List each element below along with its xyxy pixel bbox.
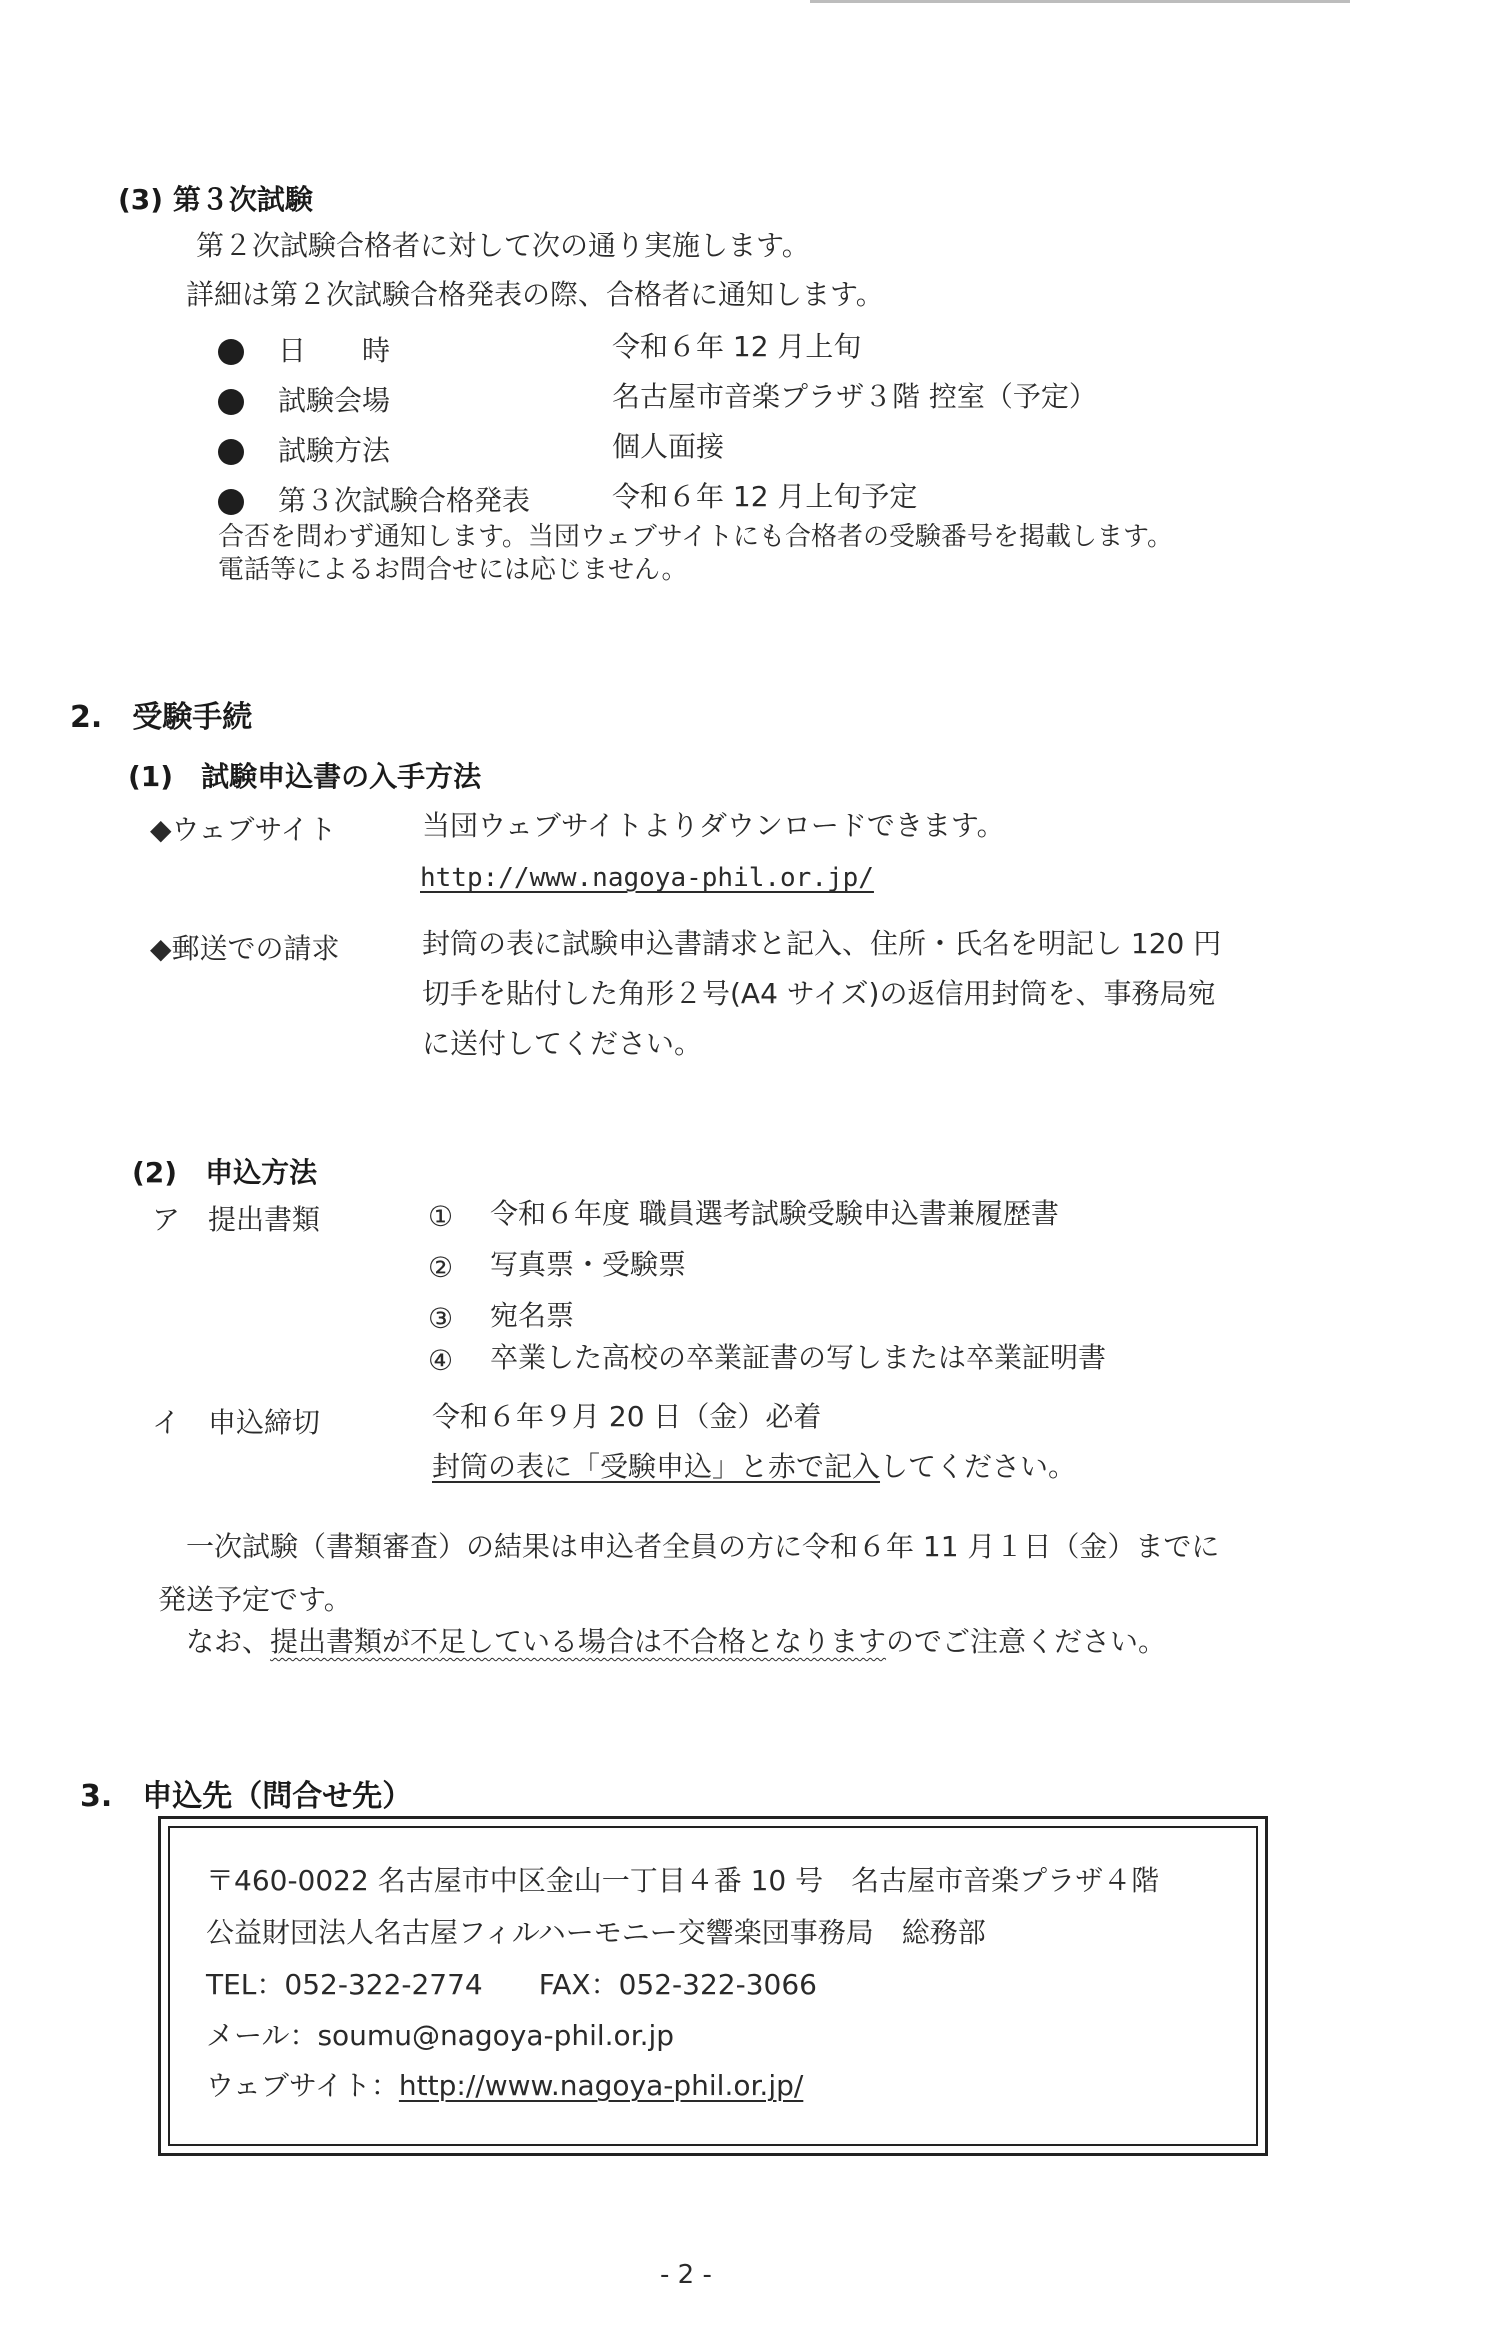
- warning-suffix: のでご注意ください。: [886, 1625, 1167, 1658]
- website-url-link[interactable]: http://www.nagoya-phil.or.jp/: [420, 863, 874, 893]
- row-value-method: 個人面接: [612, 430, 725, 463]
- row-label-venue: 試験会場: [278, 384, 391, 417]
- warning-line: [186, 1625, 1167, 1658]
- result-line-2: 発送予定です。: [158, 1583, 352, 1616]
- note-line-2: 電話等によるお問合せには応じません。: [218, 555, 688, 585]
- website-label: ◆ウェブサイト: [150, 813, 337, 846]
- doc-text-3: 宛名票: [490, 1299, 575, 1332]
- warning-prefix: なお、: [186, 1625, 271, 1658]
- note-line-1: 合否を問わず通知します。当団ウェブサイトにも合格者の受験番号を掲載します。: [218, 522, 1173, 552]
- bullet-icon: [218, 389, 244, 415]
- mail-request-line-2: 切手を貼付した角形２号(A4 サイズ)の返信用封筒を、事務局宛: [422, 977, 1216, 1010]
- row-value-date: 令和６年 12 月上旬: [612, 330, 862, 363]
- bullet-icon: [218, 439, 244, 465]
- row-label-date: 日 時: [278, 334, 391, 367]
- contact-web-row: [206, 2069, 804, 2102]
- subsection-1-heading: (1) 試験申込書の入手方法: [128, 760, 482, 793]
- doc-text-2: 写真票・受験票: [490, 1248, 687, 1281]
- contact-phone-fax: TEL：052-322-2774 FAX：052-322-3066: [206, 1968, 817, 2001]
- deadline-note: [432, 1450, 1077, 1483]
- intro-line-1: 第２次試験合格者に対して次の通り実施します。: [196, 229, 810, 262]
- row-label-method: 試験方法: [278, 434, 391, 467]
- row-label-announce: 第３次試験合格発表: [278, 484, 531, 517]
- documents-label: ア 提出書類: [152, 1203, 321, 1236]
- result-line-1: 一次試験（書類審査）の結果は申込者全員の方に令和６年 11 月１日（金）までに: [186, 1530, 1220, 1563]
- bullet-icon: [218, 339, 244, 365]
- contact-email-row: [206, 2019, 675, 2052]
- deadline-label: イ 申込締切: [152, 1406, 321, 1439]
- mail-request-label: ◆郵送での請求: [150, 932, 340, 965]
- contact-web-link[interactable]: http://www.nagoya-phil.or.jp/: [398, 2069, 804, 2102]
- doc-num-3: ③: [428, 1302, 454, 1335]
- mail-request-line-1: 封筒の表に試験申込書請求と記入、住所・氏名を明記し 120 円: [422, 927, 1222, 960]
- contact-email-label: メール：: [206, 2019, 318, 2052]
- row-value-venue: 名古屋市音楽プラザ３階 控室（予定）: [612, 380, 1097, 413]
- bullet-icon: [218, 489, 244, 515]
- section-2-heading: 2. 受験手続: [70, 700, 253, 735]
- contact-organization: 公益財団法人名古屋フィルハーモニー交響楽団事務局 総務部: [206, 1916, 986, 1949]
- warning-emphasis: 提出書類が不足している場合は不合格となります: [270, 1625, 887, 1658]
- doc-num-4: ④: [428, 1344, 454, 1377]
- contact-address: 〒460-0022 名古屋市中区金山一丁目４番 10 号 名古屋市音楽プラザ４階: [206, 1864, 1160, 1897]
- doc-text-4: 卒業した高校の卒業証書の写しまたは卒業証明書: [490, 1341, 1107, 1374]
- row-value-announce: 令和６年 12 月上旬予定: [612, 480, 918, 513]
- doc-num-2: ②: [428, 1251, 454, 1284]
- doc-num-1: ①: [428, 1200, 454, 1233]
- section-3-heading: (3) 第３次試験: [118, 183, 313, 216]
- scan-edge-line: [810, 0, 1350, 3]
- intro-line-2: 詳細は第２次試験合格発表の際、合格者に通知します。: [186, 278, 884, 311]
- mail-request-line-3: に送付してください。: [422, 1027, 703, 1060]
- contact-email-link[interactable]: soumu@nagoya-phil.or.jp: [317, 2019, 675, 2052]
- deadline-note-underlined: 封筒の表に「受験申込」と赤で記入: [432, 1450, 881, 1483]
- website-text: 当団ウェブサイトよりダウンロードできます。: [422, 809, 1005, 842]
- contact-web-label: ウェブサイト：: [206, 2069, 399, 2102]
- page-number: - 2 -: [660, 2260, 712, 2290]
- doc-text-1: 令和６年度 職員選考試験受験申込書兼履歴書: [490, 1197, 1059, 1230]
- deadline-value: 令和６年９月 20 日（金）必着: [432, 1400, 822, 1433]
- section-3-contact-heading: 3. 申込先（問合せ先）: [80, 1779, 413, 1814]
- deadline-note-rest: してください。: [880, 1450, 1077, 1483]
- subsection-2-heading: (2) 申込方法: [132, 1156, 318, 1189]
